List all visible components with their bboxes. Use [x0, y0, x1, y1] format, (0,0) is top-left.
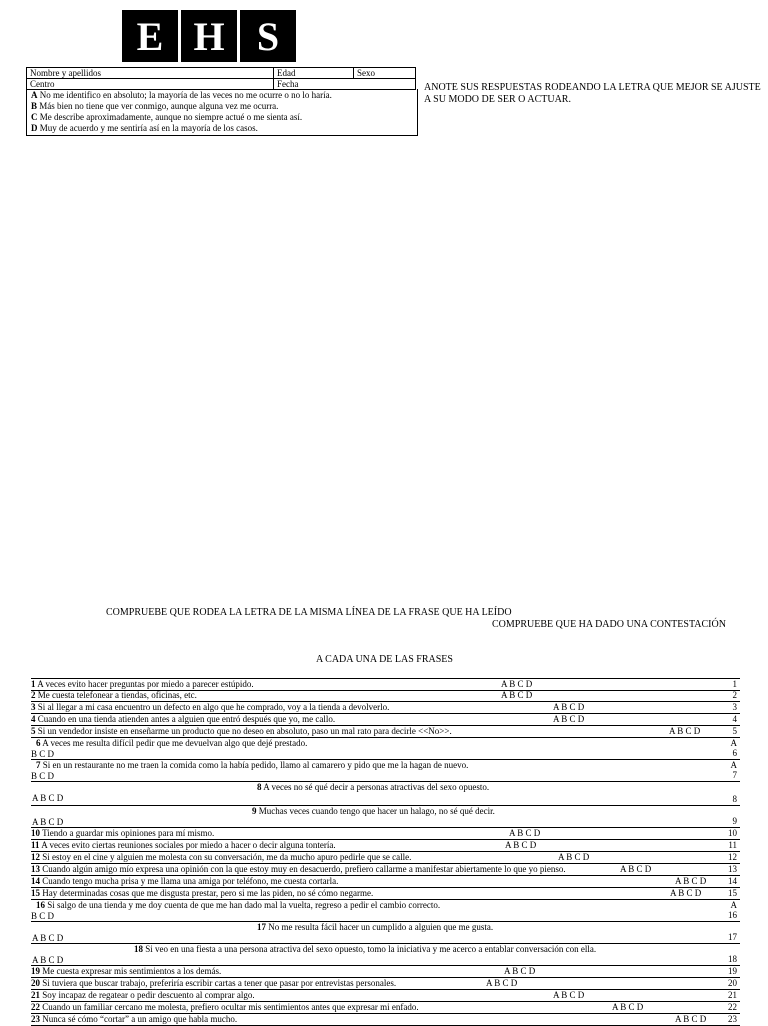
- question-row-18: [31, 944, 740, 966]
- row-number-right: 8: [732, 794, 737, 804]
- date-field[interactable]: [274, 79, 416, 90]
- row-number-right: 11: [728, 840, 737, 850]
- row-number-right: 6: [732, 748, 737, 758]
- question-text: Nunca sé cómo “cortar” a un amigo que habla mucho.: [40, 1014, 238, 1024]
- row-number-right: 23: [728, 1014, 737, 1024]
- row-number-right: 21: [728, 990, 737, 1000]
- question-row-3: [31, 702, 740, 714]
- answer-options[interactable]: A B C D: [504, 966, 536, 976]
- question-number: 8: [257, 782, 262, 792]
- answer-options[interactable]: A B C D: [486, 978, 518, 988]
- question-number: 10: [31, 828, 40, 838]
- question-number: 12: [31, 852, 40, 862]
- answer-option-a[interactable]: A: [730, 738, 737, 748]
- question-row-9: [31, 806, 740, 828]
- question-number: 11: [31, 840, 40, 850]
- check-note-3: A CADA UNA DE LAS FRASES: [316, 654, 453, 665]
- question-text: Cuando algún amigo mío expresa una opinión con la que estoy muy en desacuerdo, prefiero callarme a manifestar abiertamente lo que yo pienso.: [40, 864, 566, 874]
- answer-options[interactable]: A B C D: [501, 690, 533, 700]
- question-number: 18: [134, 944, 143, 954]
- question-text: Cuando un familiar cercano me molesta, prefiero ocultar mis sentimientos antes que expresar mi enfado.: [40, 1002, 419, 1012]
- question-row-20: [31, 978, 740, 990]
- age-field[interactable]: [274, 68, 354, 79]
- question-text: A veces me resulta difícil pedir que me devuelvan algo que dejé prestado.: [40, 738, 308, 748]
- row-number-right: 20: [728, 978, 737, 988]
- question-text: Si tuviera que buscar trabajo, preferiría escribir cartas a tener que pasar por entrevistas personales.: [40, 978, 397, 988]
- question-text: A veces evito ciertas reuniones sociales por miedo a hacer o decir alguna tontería.: [39, 840, 336, 850]
- row-number-right: 10: [728, 828, 737, 838]
- logo-letter-e: E: [122, 10, 178, 62]
- question-number: 4: [31, 714, 36, 724]
- question-text: Cuando tengo mucha prisa y me llama una amiga por teléfono, me cuesta cortarla.: [40, 876, 339, 886]
- answer-options[interactable]: A B C D: [505, 840, 537, 850]
- question-row-10: [31, 828, 740, 840]
- question-number: 21: [31, 990, 40, 1000]
- answer-options[interactable]: A B C D: [553, 714, 585, 724]
- question-row-13: [31, 864, 740, 876]
- question-text: Tiendo a guardar mis opiniones para mí mismo.: [40, 828, 215, 838]
- answer-options[interactable]: A B C D: [553, 990, 585, 1000]
- name-label: Nombre y apellidos: [30, 68, 101, 78]
- answer-options[interactable]: A B C D: [32, 793, 64, 803]
- question-text: Si salgo de una tienda y me doy cuenta de que me han dado mal la vuelta, regreso a pedir el cambio correcto.: [45, 900, 441, 910]
- row-number-right: 12: [728, 852, 737, 862]
- sex-label: Sexo: [357, 68, 375, 78]
- row-number-right: 14: [728, 876, 737, 886]
- question-row-19: [31, 966, 740, 978]
- legend-d: D Muy de acuerdo y me sentiría así en la mayoría de los casos.: [31, 123, 258, 133]
- question-number: 14: [31, 876, 40, 886]
- question-text: Si un vendedor insiste en enseñarme un producto que no deseo en absoluto, paso un mal rato para decirle <<No>>.: [35, 726, 452, 736]
- question-row-23: [31, 1014, 740, 1026]
- row-number-right: 13: [728, 864, 737, 874]
- answer-option-a[interactable]: A: [730, 760, 737, 770]
- check-note-2: COMPRUEBE QUE HA DADO UNA CONTESTACIÓN: [492, 619, 726, 630]
- question-text: Si estoy en el cine y alguien me molesta con su conversación, me da mucho apuro pedirle que se calle.: [40, 852, 412, 862]
- row-number-right: 7: [732, 770, 737, 780]
- answer-options[interactable]: A B C D: [553, 702, 585, 712]
- question-row-21: [31, 990, 740, 1002]
- question-row-14: [31, 876, 740, 888]
- question-text: Hay determinadas cosas que me disgusta prestar, pero si me las piden, no sé cómo negarme.: [40, 888, 374, 898]
- question-number: 20: [31, 978, 40, 988]
- question-text: A veces no sé qué decir a personas atractivas del sexo opuesto.: [261, 782, 490, 792]
- question-text: Soy incapaz de regatear o pedir descuento al comprar algo.: [40, 990, 255, 1000]
- answer-options-continued[interactable]: B C D: [31, 911, 55, 921]
- center-field[interactable]: [27, 79, 274, 90]
- question-number: 2: [31, 690, 36, 700]
- row-number-right: 18: [728, 954, 737, 964]
- answer-options-continued[interactable]: B C D: [31, 749, 55, 759]
- logo-letter-s: S: [240, 10, 296, 62]
- question-text: Muchas veces cuando tengo que hacer un halago, no sé qué decir.: [256, 806, 495, 816]
- question-row-16: [31, 900, 740, 922]
- answer-options[interactable]: A B C D: [612, 1002, 644, 1012]
- sex-field[interactable]: [354, 68, 416, 79]
- question-text: Me cuesta telefonear a tiendas, oficinas, etc.: [35, 690, 197, 700]
- row-number-right: 9: [732, 816, 737, 826]
- question-text: Si veo en una fiesta a una persona atractiva del sexo opuesto, tomo la iniciativa y me acerco a entablar conversación con ella.: [143, 944, 597, 954]
- question-number: 15: [31, 888, 40, 898]
- answer-options[interactable]: A B C D: [32, 817, 64, 827]
- answer-options[interactable]: A B C D: [509, 828, 541, 838]
- question-number: 22: [31, 1002, 40, 1012]
- answer-options[interactable]: A B C D: [669, 726, 701, 736]
- row-number-right: 4: [732, 714, 737, 724]
- answer-options[interactable]: A B C D: [670, 888, 702, 898]
- row-number-right: 2: [732, 690, 737, 700]
- name-field[interactable]: [27, 68, 274, 79]
- answer-options[interactable]: A B C D: [501, 679, 533, 689]
- logo-letter-h: H: [181, 10, 237, 62]
- question-row-6: [31, 738, 740, 760]
- row-number-right: 3: [732, 702, 737, 712]
- answer-legend: [26, 89, 418, 136]
- check-note-1: COMPRUEBE QUE RODEA LA LETRA DE LA MISMA LÍNEA DE LA FRASE QUE HA LEÍDO: [106, 607, 512, 618]
- row-number-right: 16: [728, 910, 737, 920]
- question-number: 13: [31, 864, 40, 874]
- center-label: Centro: [30, 79, 55, 89]
- ehs-logo: [122, 10, 296, 62]
- age-label: Edad: [277, 68, 296, 78]
- answer-options-continued[interactable]: B C D: [31, 771, 55, 781]
- question-row-17: [31, 922, 740, 944]
- answer-option-a[interactable]: A: [730, 900, 737, 910]
- question-row-11: [31, 840, 740, 852]
- row-number-right: 19: [728, 966, 737, 976]
- question-number: 17: [257, 922, 266, 932]
- row-number-right: 15: [728, 888, 737, 898]
- answer-options[interactable]: A B C D: [675, 1014, 707, 1024]
- question-text: Si en un restaurante no me traen la comida como la había pedido, llamo al camarero y pido que me la hagan de nuevo.: [40, 760, 469, 770]
- answer-options[interactable]: A B C D: [32, 955, 64, 965]
- answer-options[interactable]: A B C D: [620, 864, 652, 874]
- legend-c: C Me describe aproximadamente, aunque no siempre actué o me sienta así.: [31, 112, 303, 122]
- question-number: 5: [31, 726, 36, 736]
- question-text: Cuando en una tienda atienden antes a alguien que entró después que yo, me callo.: [35, 714, 336, 724]
- question-row-22: [31, 1002, 740, 1014]
- question-text: A veces evito hacer preguntas por miedo a parecer estúpido.: [35, 679, 254, 689]
- answer-options[interactable]: A B C D: [558, 852, 590, 862]
- row-number-right: 1: [732, 679, 737, 689]
- question-row-12: [31, 852, 740, 864]
- question-number: 1: [31, 679, 36, 689]
- legend-b: B Más bien no tiene que ver conmigo, aunque alguna vez me ocurra.: [31, 101, 279, 111]
- question-number: 23: [31, 1014, 40, 1024]
- question-text: Me cuesta expresar mis sentimientos a los demás.: [40, 966, 222, 976]
- row-number-right: 5: [732, 726, 737, 736]
- row-number-right: 17: [728, 932, 737, 942]
- question-row-5: [31, 726, 740, 738]
- question-number: 19: [31, 966, 40, 976]
- question-row-15: [31, 888, 740, 900]
- question-row-8: [31, 782, 740, 806]
- question-row-7: [31, 760, 740, 782]
- question-row-2: [31, 690, 740, 702]
- row-number-right: 22: [728, 1002, 737, 1012]
- question-text: No me resulta fácil hacer un cumplido a alguien que me gusta.: [266, 922, 494, 932]
- answer-options[interactable]: A B C D: [32, 933, 64, 943]
- question-number: 9: [252, 806, 257, 816]
- question-number: 3: [31, 702, 36, 712]
- question-text: Si al llegar a mi casa encuentro un defecto en algo que he comprado, voy a la tienda a devolverlo.: [35, 702, 390, 712]
- question-number: 6: [36, 738, 41, 748]
- instructions: ANOTE SUS RESPUESTAS RODEANDO LA LETRA QUE MEJOR SE AJUSTE A SU MODO DE SER O ACTUAR.: [424, 82, 761, 105]
- date-label: Fecha: [277, 79, 299, 89]
- question-number: 16: [36, 900, 45, 910]
- answer-options[interactable]: A B C D: [675, 876, 707, 886]
- question-number: 7: [36, 760, 41, 770]
- question-row-4: [31, 714, 740, 726]
- personal-data-table: [26, 67, 416, 90]
- legend-a: A No me identifico en absoluto; la mayoría de las veces no me ocurre o no lo haría.: [31, 90, 332, 100]
